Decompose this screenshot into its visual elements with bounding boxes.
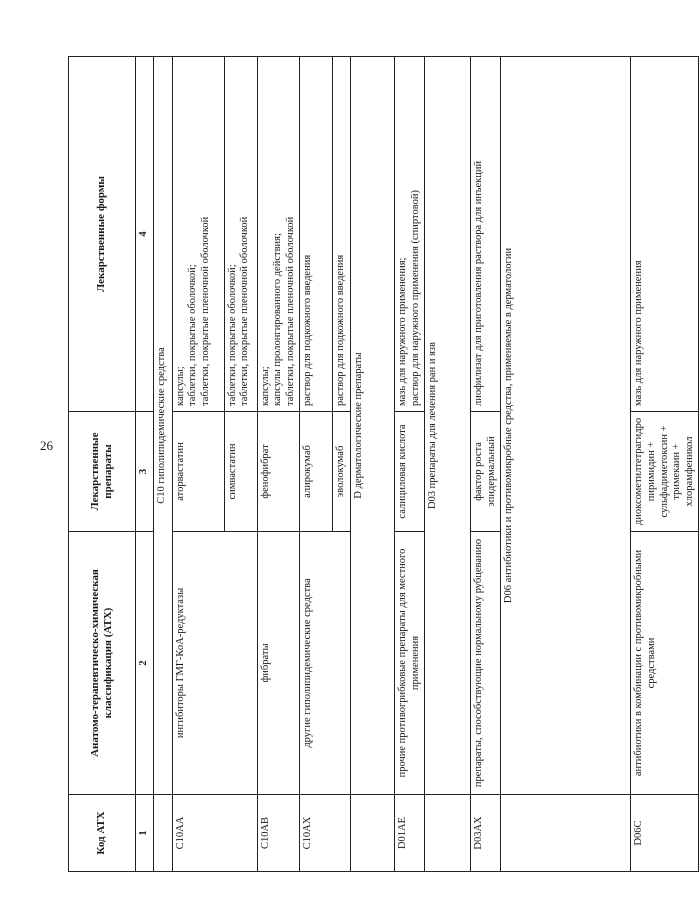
drug-name (300, 412, 333, 532)
atc-classification: другие гиполипидемические средства (300, 532, 351, 795)
atc-code: C10AB (257, 795, 300, 872)
drug-name-line: сульфадиметоксин + (658, 425, 670, 518)
section-heading: D03 препараты для лечения ран и язв (425, 57, 471, 795)
atc-table (68, 56, 699, 872)
dosage-forms (631, 57, 699, 412)
atc-code: D01AE (394, 795, 424, 872)
drug-name-line: салициловая кислота (396, 424, 408, 519)
column-number: 4 (136, 57, 154, 412)
table-row (631, 57, 699, 872)
atc-classification: фибраты (257, 532, 300, 795)
drug-name (224, 412, 257, 532)
section-heading: D06 антибиотики и противомикробные средства, применяемые в дерматологии (501, 57, 631, 795)
dosage-forms (333, 57, 351, 412)
dosage-form-line: мазь для наружного применения; (396, 257, 408, 406)
dosage-form-line: таблетки, покрытые пленочной оболочкой (284, 216, 296, 406)
atc-classification: антибиотики в комбинации с противомикробными средствами (631, 532, 699, 795)
section-heading: C10 гиполипидемические средства (153, 57, 172, 795)
dosage-form-line: раствор для подкожного введения (302, 254, 314, 406)
drug-name-line: хлорамфеникол (683, 436, 695, 507)
drug-name (333, 412, 351, 532)
dosage-form-line: раствор для подкожного введения (335, 254, 347, 406)
drug-name-line: диоксометилтетрагидро (633, 417, 645, 526)
dosage-form-line: раствор для наружного применения (спиртовой) (409, 190, 421, 406)
table-body (153, 57, 699, 872)
dosage-forms (300, 57, 333, 412)
drug-name (631, 412, 699, 532)
drug-name (172, 412, 224, 532)
drug-name-line: фактор роста эпидермальный (473, 436, 497, 507)
dosage-form-line: капсулы; (259, 366, 271, 406)
dosage-form-line: таблетки, покрытые оболочкой; (226, 264, 238, 406)
dosage-form-line: таблетки, покрытые пленочной оболочкой (199, 216, 211, 406)
section-spacer (350, 795, 394, 872)
dosage-forms (224, 57, 257, 412)
atc-code: D06C (631, 795, 699, 872)
section-row (350, 57, 394, 872)
drug-name-line: симвастатин (226, 443, 238, 500)
header-row (69, 57, 136, 872)
drug-name-line: аторвастатин (174, 442, 186, 501)
table-row (394, 57, 424, 872)
column-number-row (136, 57, 154, 872)
drug-name-line: тримекаин + (671, 443, 683, 500)
dosage-forms (172, 57, 224, 412)
table-row (257, 57, 300, 872)
section-spacer (501, 795, 631, 872)
dosage-form-line: мазь для наружного применения (633, 260, 645, 406)
dosage-forms (257, 57, 300, 412)
atc-classification: прочие противогрибковые препараты для местного применения (394, 532, 424, 795)
section-spacer (425, 795, 471, 872)
dosage-form-line: таблетки, покрытые оболочкой; (187, 264, 199, 406)
dosage-form-line: таблетки, покрытые пленочной оболочкой (239, 216, 251, 406)
dosage-form-line: капсулы пролонгированного действия; (272, 233, 284, 406)
dosage-form-line: капсулы; (174, 366, 186, 406)
header-forms: Лекарственные формы (69, 57, 136, 412)
atc-classification: ингибиторы ГМГ-КоА-редуктазы (172, 532, 257, 795)
header-classification: Анатомо-терапевтическо-химическая классификация (АТХ) (69, 532, 136, 795)
atc-code: C10AX (300, 795, 351, 872)
section-spacer (153, 795, 172, 872)
dosage-forms (471, 57, 501, 412)
dosage-forms (394, 57, 424, 412)
atc-classification: препараты, способствующие нормальному рубцеванию (471, 532, 501, 795)
atc-code: D03AX (471, 795, 501, 872)
table-row (172, 57, 224, 872)
column-number: 2 (136, 532, 154, 795)
drug-name-line: фенофибрат (259, 444, 271, 499)
page-number: 26 (40, 438, 53, 453)
drug-name-line: пиримидин + (645, 441, 657, 502)
drug-name-line: эволокумаб (335, 445, 347, 498)
section-row (501, 57, 631, 872)
dosage-form-line: лиофилизат для приготовления раствора для инъекций (473, 160, 485, 406)
rotated-page (68, 57, 695, 872)
section-row (153, 57, 172, 872)
column-number: 3 (136, 412, 154, 532)
drug-name (257, 412, 300, 532)
drug-name-line: алирокумаб (302, 445, 314, 498)
atc-code: C10AA (172, 795, 257, 872)
column-number: 1 (136, 795, 154, 872)
header-preparations: Лекарственные препараты (69, 412, 136, 532)
table-row (300, 57, 333, 872)
table-row (471, 57, 501, 872)
section-row (425, 57, 471, 872)
drug-name (394, 412, 424, 532)
header-code: Код АТХ (69, 795, 136, 872)
drug-name (471, 412, 501, 532)
section-heading: D дерматологические препараты (350, 57, 394, 795)
